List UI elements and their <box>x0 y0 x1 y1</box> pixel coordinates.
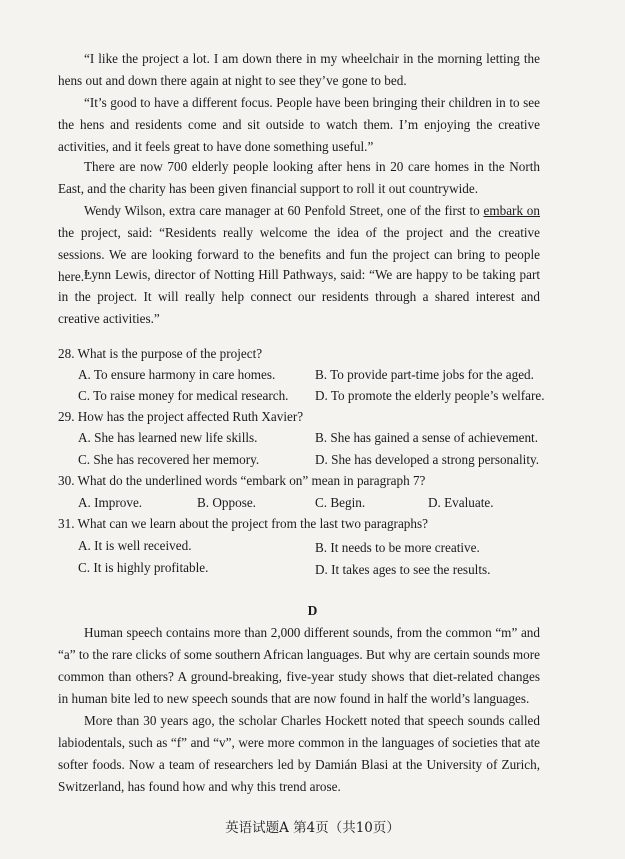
question-30-option-c[interactable]: C. Begin. <box>315 495 366 510</box>
question-30-option-a[interactable]: A. Improve. <box>78 495 143 510</box>
question-28-option-a[interactable]: A. To ensure harmony in care homes. <box>78 367 276 382</box>
question-29-option-d[interactable]: D. She has developed a strong personality. <box>315 452 540 467</box>
question-28-option-d[interactable]: D. To promote the elderly people’s welfare. <box>315 388 545 403</box>
question-31-option-d[interactable]: D. It takes ages to see the results. <box>315 562 491 577</box>
question-28-stem: 28. What is the purpose of the project? <box>58 346 263 361</box>
passage-c-paragraph-3: There are now 700 elderly people looking after hens in 20 care homes in the North East, and the charity has been given financial support to roll it out countrywide. <box>58 159 540 196</box>
passage-c-paragraph-5: Lynn Lewis, director of Notting Hill Pathways, said: “We are happy to be taking part in the project. It will really help connect our residents through a shared interest and creative activities.” <box>58 267 540 326</box>
paragraph-4-text-before: Wendy Wilson, extra care manager at 60 Penfold Street, one of the first to <box>84 203 484 218</box>
underlined-phrase: embark on <box>483 203 540 218</box>
question-31-option-c[interactable]: C. It is highly profitable. <box>78 560 209 575</box>
question-31-option-b[interactable]: B. It needs to be more creative. <box>315 540 480 555</box>
question-29-option-c[interactable]: C. She has recovered her memory. <box>78 452 260 467</box>
passage-d-paragraph-2: More than 30 years ago, the scholar Charles Hockett noted that speech sounds called labiodentals, such as “f” and “v”, were more common in the languages of societies that ate softer foods. Now a team of researchers led by Damián Blasi at the University of Zurich, Switzerland, has found how and why this trend arose. <box>58 713 540 794</box>
question-29-option-a[interactable]: A. She has learned new life skills. <box>78 430 258 445</box>
section-d-heading: D <box>307 603 318 618</box>
page-footer: 英语试题A 第4页（共10页） <box>225 820 400 836</box>
passage-c-paragraph-2: “It’s good to have a different focus. People have been bringing their children in to see the hens and residents come and sit outside to watch them. I’m enjoying the creative activities, and it feels great to have done something useful.” <box>58 95 540 154</box>
question-29-option-b[interactable]: B. She has gained a sense of achievement. <box>315 430 539 445</box>
question-31-stem: 31. What can we learn about the project from the last two paragraphs? <box>58 516 428 531</box>
question-28-option-b[interactable]: B. To provide part-time jobs for the aged. <box>315 367 534 382</box>
passage-d-paragraph-1: Human speech contains more than 2,000 different sounds, from the common “m” and “a” to the rare clicks of some southern African languages. But why are certain sounds more common than others? A ground-breaking, five-year study shows that diet-related changes in human bite led to new speech sounds that are now found in half the world’s languages. <box>58 625 540 706</box>
question-30-option-d[interactable]: D. Evaluate. <box>428 495 494 510</box>
question-29-stem: 29. How has the project affected Ruth Xavier? <box>58 409 304 424</box>
passage-c-paragraph-1: “I like the project a lot. I am down there in my wheelchair in the morning letting the hens out and down there again at night to see they’ve gone to bed. <box>58 51 540 88</box>
question-28-option-c[interactable]: C. To raise money for medical research. <box>78 388 289 403</box>
question-31-option-a[interactable]: A. It is well received. <box>78 538 192 553</box>
question-30-stem: 30. What do the underlined words “embark on” mean in paragraph 7? <box>58 473 426 488</box>
paragraph-4-text-after: the project, said: “Residents really welcome the idea of the project and the creative sessions. We are looking forward to the benefits and fun the project can bring to people here.” <box>58 225 540 284</box>
question-30-option-b[interactable]: B. Oppose. <box>197 495 256 510</box>
